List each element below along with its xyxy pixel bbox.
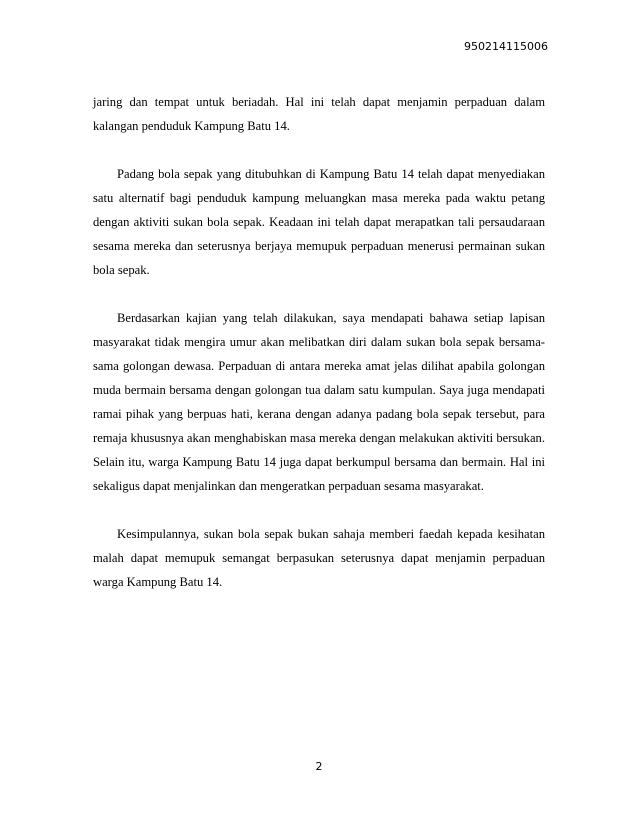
paragraph-berdasarkan-kajian: Berdasarkan kajian yang telah dilakukan, saya mendapati bahawa setiap lapisan masyarakat tidak mengira umur akan melibatkan diri dalam sukan bola sepak bersama-sama golongan dewasa. Perpaduan di antara mereka amat jelas dilihat apabila golongan muda bermain bersama dengan golongan tua dalam satu kumpulan. Saya juga mendapati ramai pihak yang berpuas hati, kerana dengan adanya padang bola sepak tersebut, para remaja khususnya akan menghabiskan masa mereka dengan melakukan aktiviti bersukan. Selain itu, warga Kampung Batu 14 juga dapat berkumpul bersama dan bermain. Hal ini sekaligus dapat menjalinkan dan mengeratkan perpaduan sesama masyarakat. bbox=[93, 311, 545, 493]
paragraph-kesimpulan: Kesimpulannya, sukan bola sepak bukan sahaja memberi faedah kepada kesihatan malah dapat memupuk semangat berpasukan seterusnya dapat menjamin perpaduan warga Kampung Batu 14. bbox=[93, 527, 545, 589]
paragraph-continuation: jaring dan tempat untuk beriadah. Hal ini telah dapat menjamin perpaduan dalam kalangan penduduk Kampung Batu 14. bbox=[93, 95, 545, 133]
document-body bbox=[93, 90, 545, 618]
paragraph-padang-bola-sepak: Padang bola sepak yang ditubuhkan di Kampung Batu 14 telah dapat menyediakan satu alternatif bagi penduduk kampung meluangkan masa mereka pada waktu petang dengan aktiviti sukan bola sepak. Keadaan ini telah dapat merapatkan tali persaudaraan sesama mereka dan seterusnya berjaya memupuk perpaduan menerusi permainan sukan bola sepak. bbox=[93, 167, 545, 277]
header-document-id: 950214115006 bbox=[464, 40, 548, 53]
page-number: 2 bbox=[315, 760, 323, 773]
